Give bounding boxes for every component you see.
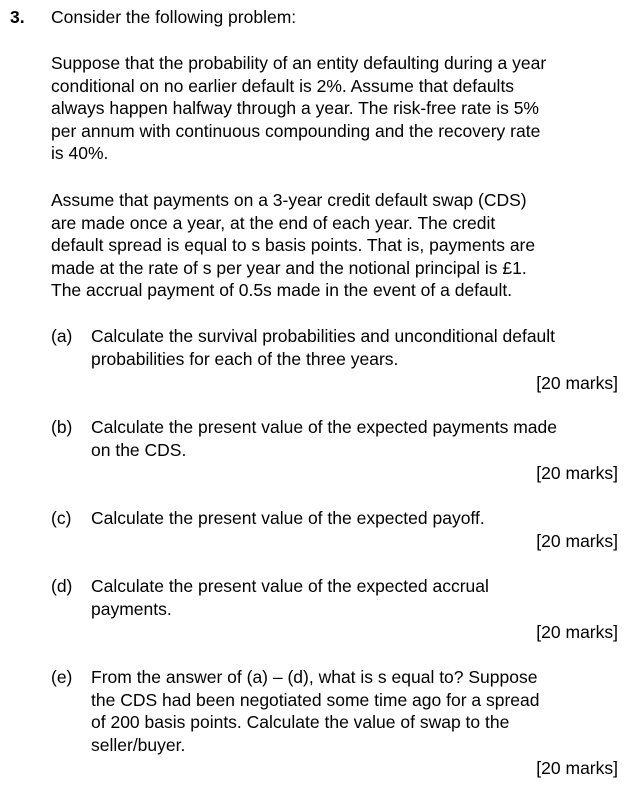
part-c-marks: [20 marks]: [536, 531, 618, 551]
paragraph-line: Suppose that the probability of an entity defaulting during a year: [51, 53, 547, 73]
part-text: [91, 666, 539, 756]
part-line: From the answer of (a) – (d), what is s equal to? Suppose: [91, 667, 538, 687]
part-text: [91, 507, 485, 530]
part-d-marks: [20 marks]: [536, 622, 618, 642]
part-line: probabilities for each of the three years.: [91, 348, 399, 369]
paragraph-line: is 40%.: [51, 143, 109, 164]
part-b-marks: [20 marks]: [536, 463, 618, 483]
question-number: 3.: [10, 7, 25, 27]
paragraph-line: conditional on no earlier default is 2%. Assume that defaults: [51, 75, 515, 96]
part-line: on the CDS.: [91, 439, 187, 460]
part-label: (a): [51, 326, 73, 346]
part-line: Calculate the present value of the expected payments made: [91, 417, 557, 437]
part-a-marks: [20 marks]: [536, 373, 618, 393]
problem-paragraph-1: [51, 52, 621, 165]
part-label: (e): [51, 667, 73, 687]
paragraph-line: Assume that payments on a 3-year credit default swap (CDS): [51, 190, 527, 210]
part-line: Calculate the present value of the expected payoff.: [91, 508, 485, 528]
paragraph-line: always happen halfway through a year. The risk-free rate is 5%: [51, 98, 539, 119]
question-intro: Consider the following problem:: [51, 7, 297, 27]
part-line: of 200 basis points. Calculate the value of swap to the: [91, 712, 510, 733]
part-text: [91, 575, 489, 620]
part-e-marks: [20 marks]: [536, 758, 618, 778]
paragraph-line: The accrual payment of 0.5s made in the event of a default.: [51, 280, 513, 301]
paragraph-line: are made once a year, at the end of each year. The credit: [51, 212, 496, 233]
part-text: [91, 325, 555, 370]
part-line: seller/buyer.: [91, 734, 186, 755]
part-label: (c): [51, 508, 72, 528]
paragraph-line: made at the rate of s per year and the notional principal is £1.: [51, 257, 527, 278]
paragraph-line: default spread is equal to s basis points. That is, payments are: [51, 235, 536, 256]
part-line: Calculate the present value of the expected accrual: [91, 576, 489, 596]
part-line: Calculate the survival probabilities and unconditional default: [91, 326, 556, 346]
part-line: payments.: [91, 598, 172, 619]
part-line: the CDS had been negotiated some time ago for a spread: [91, 689, 540, 710]
problem-paragraph-2: [51, 189, 621, 302]
paragraph-line: per annum with continuous compounding and the recovery rate: [51, 120, 541, 141]
part-label: (b): [51, 417, 73, 437]
part-label: (d): [51, 576, 73, 596]
part-text: [91, 416, 557, 461]
